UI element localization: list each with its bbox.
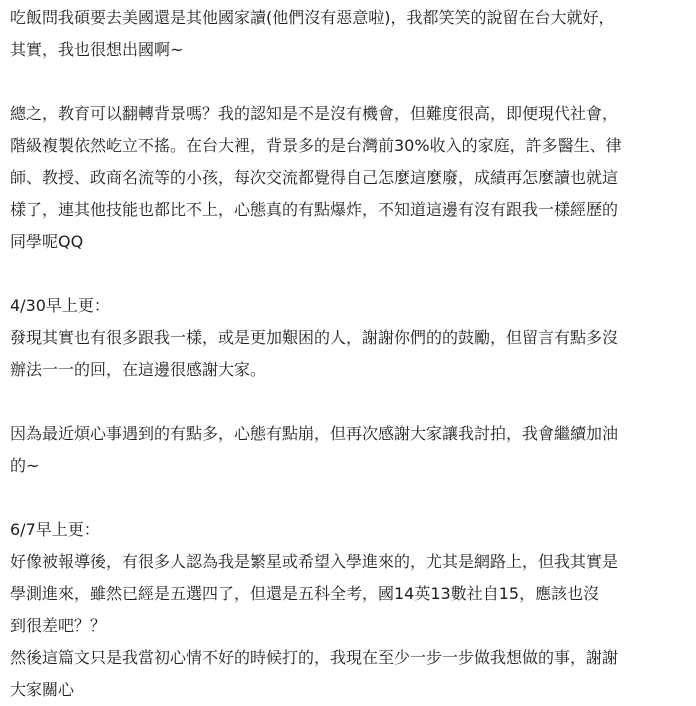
paragraph-line: 總之，教育可以翻轉背景嗎？我的認知是不是沒有機會，但難度很高，即便現代社會， [10,104,619,123]
paragraph-line: 同學呢QQ [10,232,84,251]
paragraph-line: 因為最近煩心事遇到的有點多，心態有點崩，但再次感謝大家讓我討拍，我會繼續加油 [10,424,619,443]
paragraph-line: 到很差吧？？ [10,616,107,635]
paragraph-line: 樣了，連其他技能也都比不上，心態真的有點爆炸，不知道這邊有沒有跟我一樣經歷的 [10,200,619,219]
paragraph-line: 階級複製依然屹立不搖。在台大裡，背景多的是台灣前30%收入的家庭，許多醫生、律 [10,136,622,155]
paragraph-gap [10,482,686,514]
paragraph-gap [10,258,686,290]
paragraph-gap [10,386,686,418]
update-heading: 4/30早上更： [10,296,110,315]
paragraph-line: 其實，我也很想出國啊~ [10,40,184,59]
article-body [10,2,686,706]
paragraph-line: 發現其實也有很多跟我一樣，或是更加艱困的人，謝謝你們的的鼓勵，但留言有點多沒 [10,328,619,347]
update-heading: 6/7早上更： [10,520,100,539]
paragraph-line: 辦法一一的回，在這邊很感謝大家。 [10,360,267,379]
paragraph-line: 師、教授、政商名流等的小孩，每次交流都覺得自己怎麼這麼廢，成績再怎麼讀也就這 [10,168,619,187]
paragraph-line: 好像被報導後，有很多人認為我是繁星或希望入學進來的，尤其是網路上，但我其實是 [10,552,619,571]
paragraph-line: 的~ [10,456,40,475]
paragraph-line: 學測進來，雖然已經是五選四了，但還是五科全考，國14英13數社自15，應該也沒 [10,584,600,603]
paragraph-line: 然後這篇文只是我當初心情不好的時候打的，我現在至少一步一步做我想做的事，謝謝 [10,648,619,667]
paragraph-line: 吃飯問我碩要去美國還是其他國家讀(他們沒有惡意啦)，我都笑笑的說留在台大就好， [10,8,615,27]
paragraph-gap [10,66,686,98]
paragraph-line: 大家關心 [10,680,75,699]
